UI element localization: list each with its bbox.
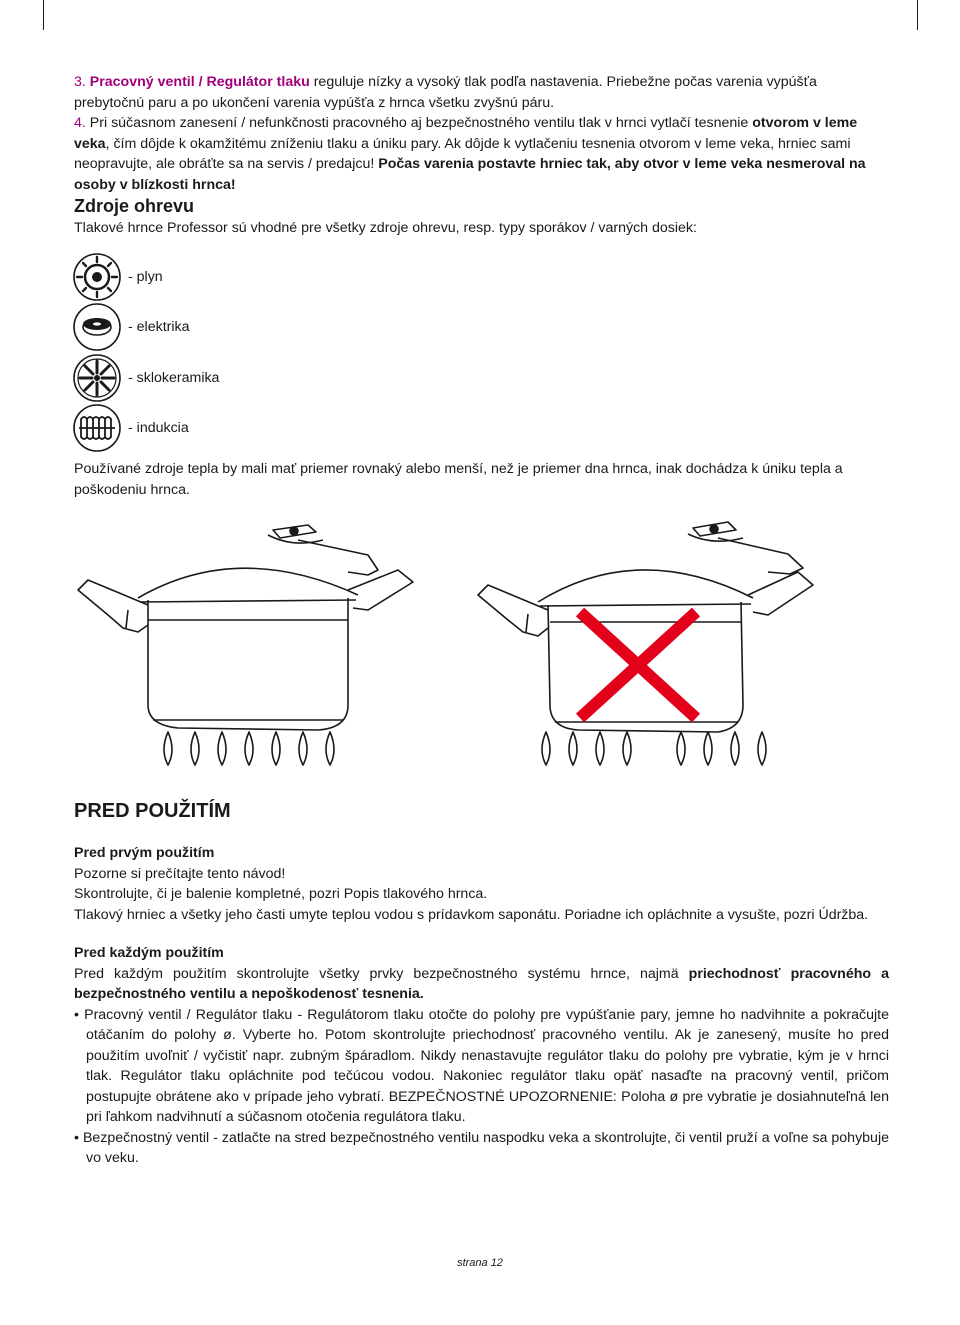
source-electric: - elektrika	[72, 303, 190, 351]
item-4: 4. Pri súčasnom zanesení / nefunkčnosti pracovného aj bezpečnostného ventilu tlak v hrnci vytlačí tesnenie otvorom v leme veka, čím dôjde k okamžitému zníženiu tlaku a úniku pary. Ak dôjde k vytlačeniu tesnenia otvorom v leme veka, hrniec sami neopravujte, ale obráťte sa na servis / predajcu! Počas varenia postavte hrniec tak, aby otvor v leme veka nesmeroval na osoby v blízkosti hrnca!	[74, 115, 866, 193]
heat-sources-intro: Tlakové hrnce Professor sú vhodné pre všetky zdroje ohrevu, resp. typy sporákov / varných dosiek:	[74, 220, 697, 236]
bullet-working-valve: • Pracovný ventil / Regulátor tlaku - Regulátorom tlaku otočte do polohy pre vypúšťanie pary, jemne ho nadvihnite a pokračujte otáčaním do polohy ø. Vyberte ho. Potom skontrolujte priechodnosť pracovného ventilu. Ak je zanesený, musíte ho pred použitím uvoľniť / vyčistiť napr. zubným špáradlom. Nikdy nenastavujte regulátor tlaku do polohy pre vybratie, kým je v hrnci tlak. Regulátor tlaku opláchnite pod tečúcou vodou. Nakoniec regulátor tlaku opäť nasaďte na pracovný ventil, pričom postupujte obrátene ako v prípade jeho vybratí. BEZPEČNOSTNÉ UPOZORNENIE: Poloha ø pre vybratie je dosiahnuteľná len pri ľahkom nadvihnutí a súčasnom otočenia regulátora tlaku.	[74, 1006, 889, 1125]
crop-mark	[43, 0, 44, 30]
cross-mark-icon	[580, 612, 696, 718]
flames-right	[542, 732, 766, 765]
heat-note: Používané zdroje tepla by mali mať priemer rovnaký alebo menší, než je priemer dna hrnca, inak dochádza k úniku tepla a poškodeniu hrnca.	[74, 461, 843, 498]
source-gas: - plyn	[72, 253, 163, 301]
page-number: strana 12	[457, 1257, 503, 1269]
cookers-illustration	[68, 510, 898, 770]
each-use-title: Pred každým použitím	[74, 945, 224, 961]
gas-burner-icon	[72, 252, 122, 302]
source-induction: - indukcia	[72, 404, 189, 452]
source-ceramic: - sklokeramika	[72, 354, 219, 402]
item-3: 3. Pracovný ventil / Regulátor tlaku reguluje nízky a vysoký tlak podľa nastavenia. Priebežne počas varenia vypúšťa prebytočnú paru a po ukončení varenia vypúšťa z hrnca všetku zvyšnú páru.	[74, 74, 817, 111]
induction-coil-icon	[72, 403, 122, 453]
first-use-section: Pred prvým použitím Pozorne si prečítajte tento návod! Skontrolujte, či je balenie kompletné, pozri Popis tlakového hrnca. Tlakový hrniec a všetky jeho časti umyte teplou vodou s prídavkom saponátu. Poriadne ich opláchnite a vysušte, pozri Údržba.	[74, 845, 869, 923]
correct-cooker-drawing	[78, 525, 413, 730]
item-3-title: Pracovný ventil / Regulátor tlaku	[89, 74, 310, 90]
before-use-heading: PRED POUŽITÍM	[74, 800, 231, 822]
flames-left	[164, 732, 334, 765]
first-use-title: Pred prvým použitím	[74, 845, 215, 861]
heat-sources-heading: Zdroje ohrevu	[74, 196, 195, 216]
ceramic-hob-icon	[72, 353, 122, 403]
electric-plate-icon	[72, 302, 122, 352]
each-use-section: Pred každým použitím Pred každým použitím skontrolujte všetky prvky bezpečnostného systému hrnce, najmä priechodnosť pracovného a bezpečnostného ventilu a nepoškodenosť tesnenia. • Pracovný ventil / Regulátor tlaku - Regulátorom tlaku otočte do polohy pre vypúšťanie pary, jemne ho nadvihnite a pokračujte otáčaním do polohy ø. Vyberte ho. Potom skontrolujte priechodnosť pracovného ventilu. Ak je zanesený, musíte ho pred použitím uvoľniť / vyčistiť napr. zubným špáradlom. Nikdy nenastavujte regulátor tlaku do polohy pre vybratie, kým je v hrnci tlak. Regulátor tlaku opláchnite pod tečúcou vodou. Nakoniec regulátor tlaku opäť nasaďte na pracovný ventil, pričom postupujte obrátene ako v prípade jeho vybratí. BEZPEČNOSTNÉ UPOZORNENIE: Poloha ø pre vybratie je dosiahnuteľná len pri ľahkom nadvihnutí a súčasnom otočenia regulátora tlaku. • Bezpečnostný ventil - zatlačte na stred bezpečnostného ventilu naspodku veka a skontrolujte, či ventil pruží a voľne sa pohybuje vo veku.	[74, 943, 889, 1169]
incorrect-cooker-drawing	[478, 522, 813, 732]
bullet-safety-valve: • Bezpečnostný ventil - zatlačte na stred bezpečnostného ventilu naspodku veka a skontrolujte, či ventil pruží a voľne sa pohybuje vo veku.	[74, 1129, 889, 1166]
crop-mark	[917, 0, 918, 30]
